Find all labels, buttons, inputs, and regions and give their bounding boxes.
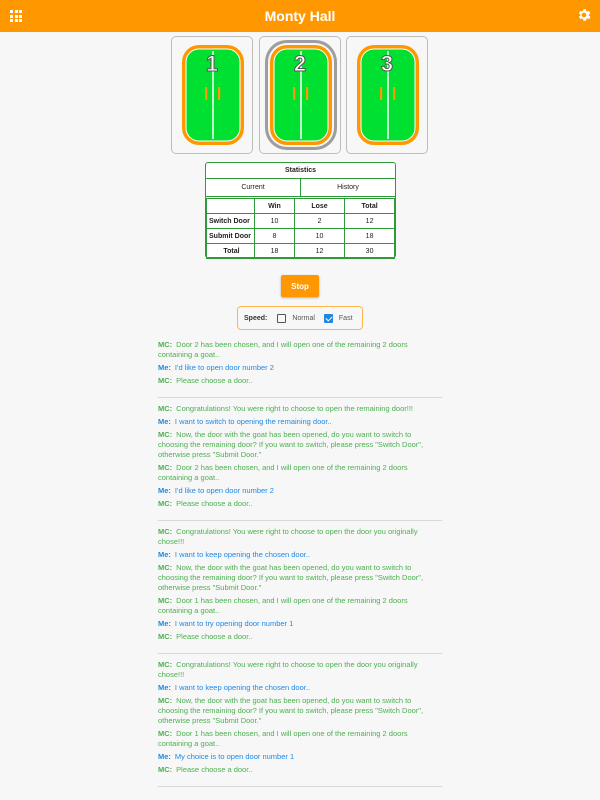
mc-message: [158, 596, 442, 616]
normal-checkbox[interactable]: [277, 314, 286, 323]
normal-label: Normal: [292, 314, 315, 322]
column-header-total: Total: [345, 199, 395, 214]
table-row: [207, 229, 395, 244]
message-text: I'd like to open door number 2: [174, 486, 274, 495]
message-text: I want to keep opening the chosen door..: [174, 683, 311, 692]
speaker-label: MC:: [158, 404, 173, 413]
table-row: [207, 244, 395, 259]
door-number: 2: [293, 51, 307, 76]
mc-message: [158, 527, 442, 547]
me-message: [158, 683, 442, 693]
message-text: Now, the door with the goat has been opened, do you want to switch to choosing the remaining door? If you want to switch, please press "Switch Door", otherwise press "Submit Door.": [158, 563, 424, 592]
me-message: [158, 550, 442, 560]
speaker-label: Me:: [158, 486, 171, 495]
speaker-label: Me:: [158, 619, 171, 628]
speaker-label: Me:: [158, 363, 171, 372]
speaker-label: MC:: [158, 376, 173, 385]
speaker-label: MC:: [158, 430, 173, 439]
app-bar: [0, 0, 600, 32]
message-text: Congratulations! You were right to choose to open the door you originally chose!!!: [158, 527, 418, 546]
speaker-label: Me:: [158, 417, 171, 426]
message-text: Now, the door with the goat has been opened, do you want to switch to choosing the remaining door? If you want to switch, please press "Switch Door", otherwise press "Submit Door.": [158, 430, 424, 459]
door-3[interactable]: [346, 36, 428, 154]
message-group: [158, 527, 442, 654]
speaker-label: Me:: [158, 550, 171, 559]
mc-message: [158, 632, 442, 642]
speaker-label: Me:: [158, 683, 171, 692]
message-text: Please choose a door..: [176, 376, 253, 385]
table-cell: 18: [345, 229, 395, 244]
table-cell: 8: [255, 229, 295, 244]
speed-label: Speed:: [244, 314, 268, 322]
app-title: Monty Hall: [264, 8, 336, 24]
speaker-label: MC:: [158, 563, 173, 572]
table-cell: 10: [255, 214, 295, 229]
mc-message: [158, 340, 442, 360]
message-text: Now, the door with the goat has been opened, do you want to switch to choosing the remaining door? If you want to switch, please press "Switch Door", otherwise press "Submit Door.": [158, 696, 424, 725]
speaker-label: MC:: [158, 632, 173, 641]
grid-menu-icon[interactable]: [10, 10, 22, 22]
tab-history[interactable]: History: [337, 184, 359, 191]
column-header-win: Win: [255, 199, 295, 214]
statistics-panel: [205, 162, 396, 258]
speaker-label: MC:: [158, 696, 173, 705]
message-text: Door 1 has been chosen, and I will open one of the remaining 2 doors containing a goat..: [158, 729, 408, 748]
mc-message: [158, 463, 442, 483]
gear-icon[interactable]: [576, 7, 592, 23]
mc-message: [158, 376, 442, 386]
mc-message: [158, 430, 442, 460]
speaker-label: MC:: [158, 660, 173, 669]
message-text: I'd like to open door number 2: [174, 363, 274, 372]
table-corner: [207, 199, 255, 214]
me-message: [158, 752, 442, 762]
table-cell: 18: [255, 244, 295, 259]
mc-message: [158, 499, 442, 509]
me-message: [158, 363, 442, 373]
table-cell: 30: [345, 244, 395, 259]
table-cell: 12: [294, 244, 344, 259]
message-text: Door 1 has been chosen, and I will open one of the remaining 2 doors containing a goat..: [158, 596, 408, 615]
message-group: [158, 404, 442, 521]
me-message: [158, 486, 442, 496]
row-label: Switch Door: [207, 214, 255, 229]
speaker-label: MC:: [158, 463, 173, 472]
speaker-label: MC:: [158, 596, 173, 605]
message-text: I want to try opening door number 1: [174, 619, 294, 628]
speaker-label: MC:: [158, 527, 173, 536]
speaker-label: Me:: [158, 752, 171, 761]
speed-option-fast[interactable]: [324, 314, 353, 323]
message-text: Door 2 has been chosen, and I will open one of the remaining 2 doors containing a goat..: [158, 340, 408, 359]
mc-message: [158, 765, 442, 775]
speed-selector: [237, 306, 363, 330]
fast-checkbox[interactable]: [324, 314, 333, 323]
doors-row: [171, 36, 429, 154]
statistics-tabs: [206, 179, 395, 197]
message-text: Congratulations! You were right to choose to open the door you originally chose!!!: [158, 660, 418, 679]
speaker-label: MC:: [158, 340, 173, 349]
mc-message: [158, 660, 442, 680]
message-group: [158, 660, 442, 787]
speed-option-normal[interactable]: [277, 314, 315, 323]
door-1[interactable]: [171, 36, 253, 154]
tab-current[interactable]: Current: [206, 179, 301, 196]
door-number: 3: [380, 51, 394, 76]
fast-label: Fast: [338, 314, 353, 322]
message-text: Door 2 has been chosen, and I will open one of the remaining 2 doors containing a goat..: [158, 463, 408, 482]
speaker-label: MC:: [158, 729, 173, 738]
statistics-table: [206, 198, 395, 259]
conversation-log: [158, 340, 442, 793]
table-cell: 2: [294, 214, 344, 229]
door-2[interactable]: [259, 36, 341, 154]
me-message: [158, 619, 442, 629]
speaker-label: MC:: [158, 499, 173, 508]
message-text: I want to switch to opening the remaining door..: [174, 417, 332, 426]
mc-message: [158, 729, 442, 749]
stop-button[interactable]: Stop: [281, 275, 319, 297]
table-cell: 10: [294, 229, 344, 244]
door-number: 1: [205, 51, 219, 76]
message-text: My choice is to open door number 1: [174, 752, 295, 761]
message-text: Please choose a door..: [176, 632, 253, 641]
table-cell: 12: [345, 214, 395, 229]
message-text: Please choose a door..: [176, 499, 253, 508]
me-message: [158, 417, 442, 427]
speaker-label: MC:: [158, 765, 173, 774]
mc-message: [158, 696, 442, 726]
row-label: Total: [207, 244, 255, 259]
message-text: Please choose a door..: [176, 765, 253, 774]
table-row: [207, 214, 395, 229]
mc-message: [158, 404, 442, 414]
column-header-lose: Lose: [294, 199, 344, 214]
row-label: Submit Door: [207, 229, 255, 244]
statistics-title: Statistics: [206, 163, 395, 179]
message-text: I want to keep opening the chosen door..: [174, 550, 311, 559]
mc-message: [158, 563, 442, 593]
message-text: Congratulations! You were right to choose to open the remaining door!!!: [176, 404, 413, 413]
message-group: [158, 340, 442, 398]
